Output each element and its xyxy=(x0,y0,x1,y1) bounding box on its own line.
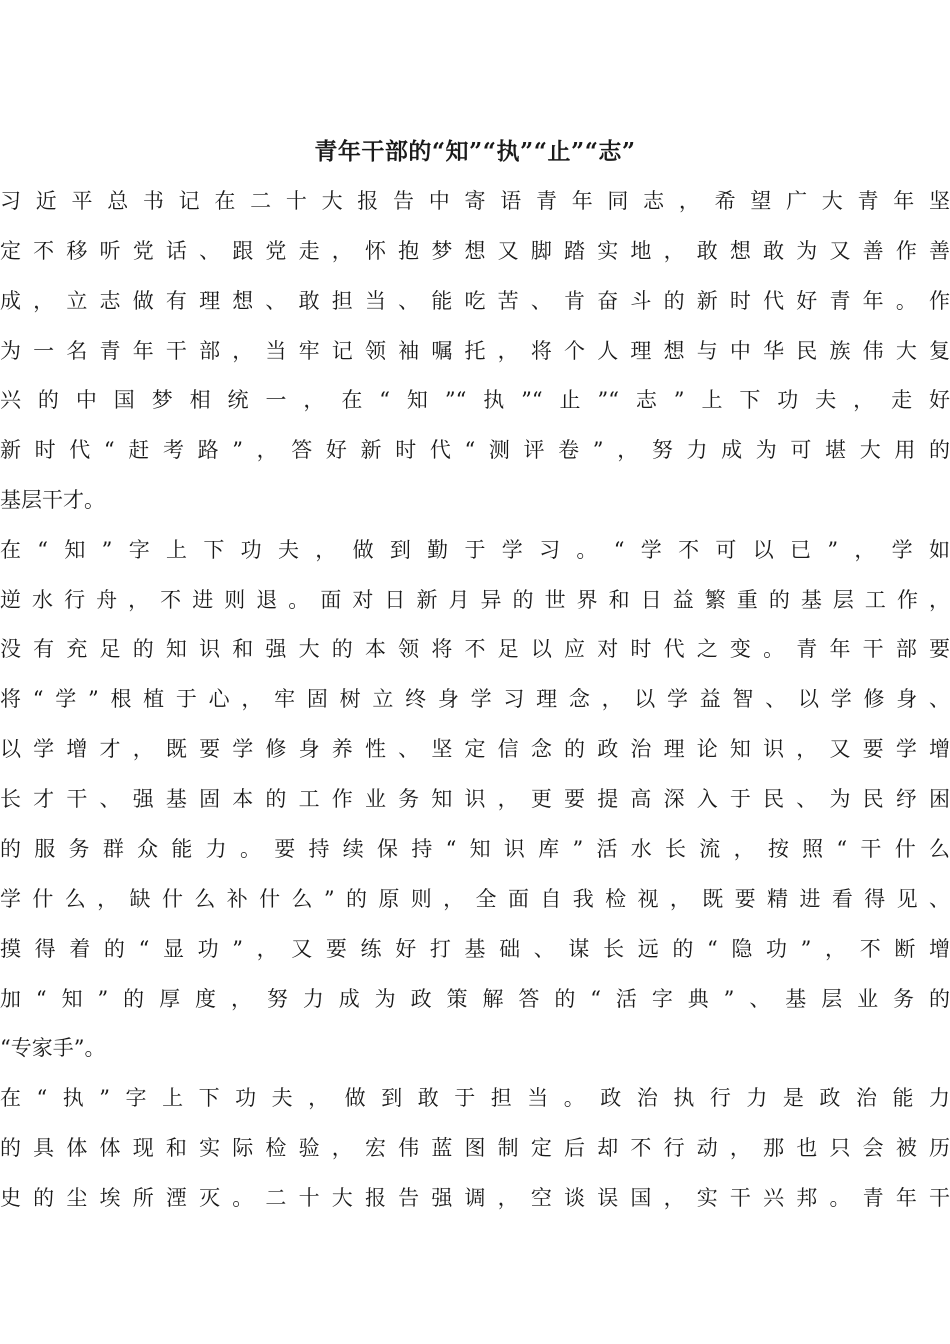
document-title: 青年干部的“知”“执”“止”“志” xyxy=(314,138,636,165)
document-page: 青年干部的“知”“执”“止”“志” 习近平总书记在二十大报告中寄语青年同志，希望广大青年坚 定不移听党话、跟党走，怀抱梦想又脚踏实地，敢想敢为又善作善 成，立志做有理想、敢担当、能吃苦、肯奋斗的新时代好青年。作 为一名青年干部，当牢记领袖嘱托，将个人理想与中华民族伟大复 兴的中国梦相统一，在“知”“执”“止”“志”上下功夫，走好 新时代“赶考路”，答好新时代“测评卷”，努力成为可堪大用的 基层干才。 在“知”字上下功夫，做到勤于学习。“学不可以已”，学如 逆水行舟，不进则退。面对日新月异的世界和日益繁重的基层工作， 没有充足的知识和强大的本领将不足以应对时代之变。青年干部要 将“学”根植于心，牢固树立终身学习理念，以学益智、以学修身、 以学增才，既要学修身养性、坚定信念的政治理论知识，又要学增 长才干、强基固本的工作业务知识，更要提高深入于民、为民纾困 的服务群众能力。要持续保持“知识库”活水长流，按照“干什么 学什么，缺什么补什么”的原则，全面自我检视，既要精进看得见、 摸得着的“显功”，又要练好打基础、谋长远的“隐功”，不断增 加“知”的厚度，努力成为政策解答的“活字典”、基层业务的 “专家手”。 在“执”字上下功夫，做到敢于担当。政治执行力是政治能力 的具体体现和实际检验，宏伟蓝图制定后却不行动，那也只会被历 史的尘埃所湮灭。二十大报告强调，空谈误国，实干兴邦。青年干 xyxy=(0,138,950,1210)
